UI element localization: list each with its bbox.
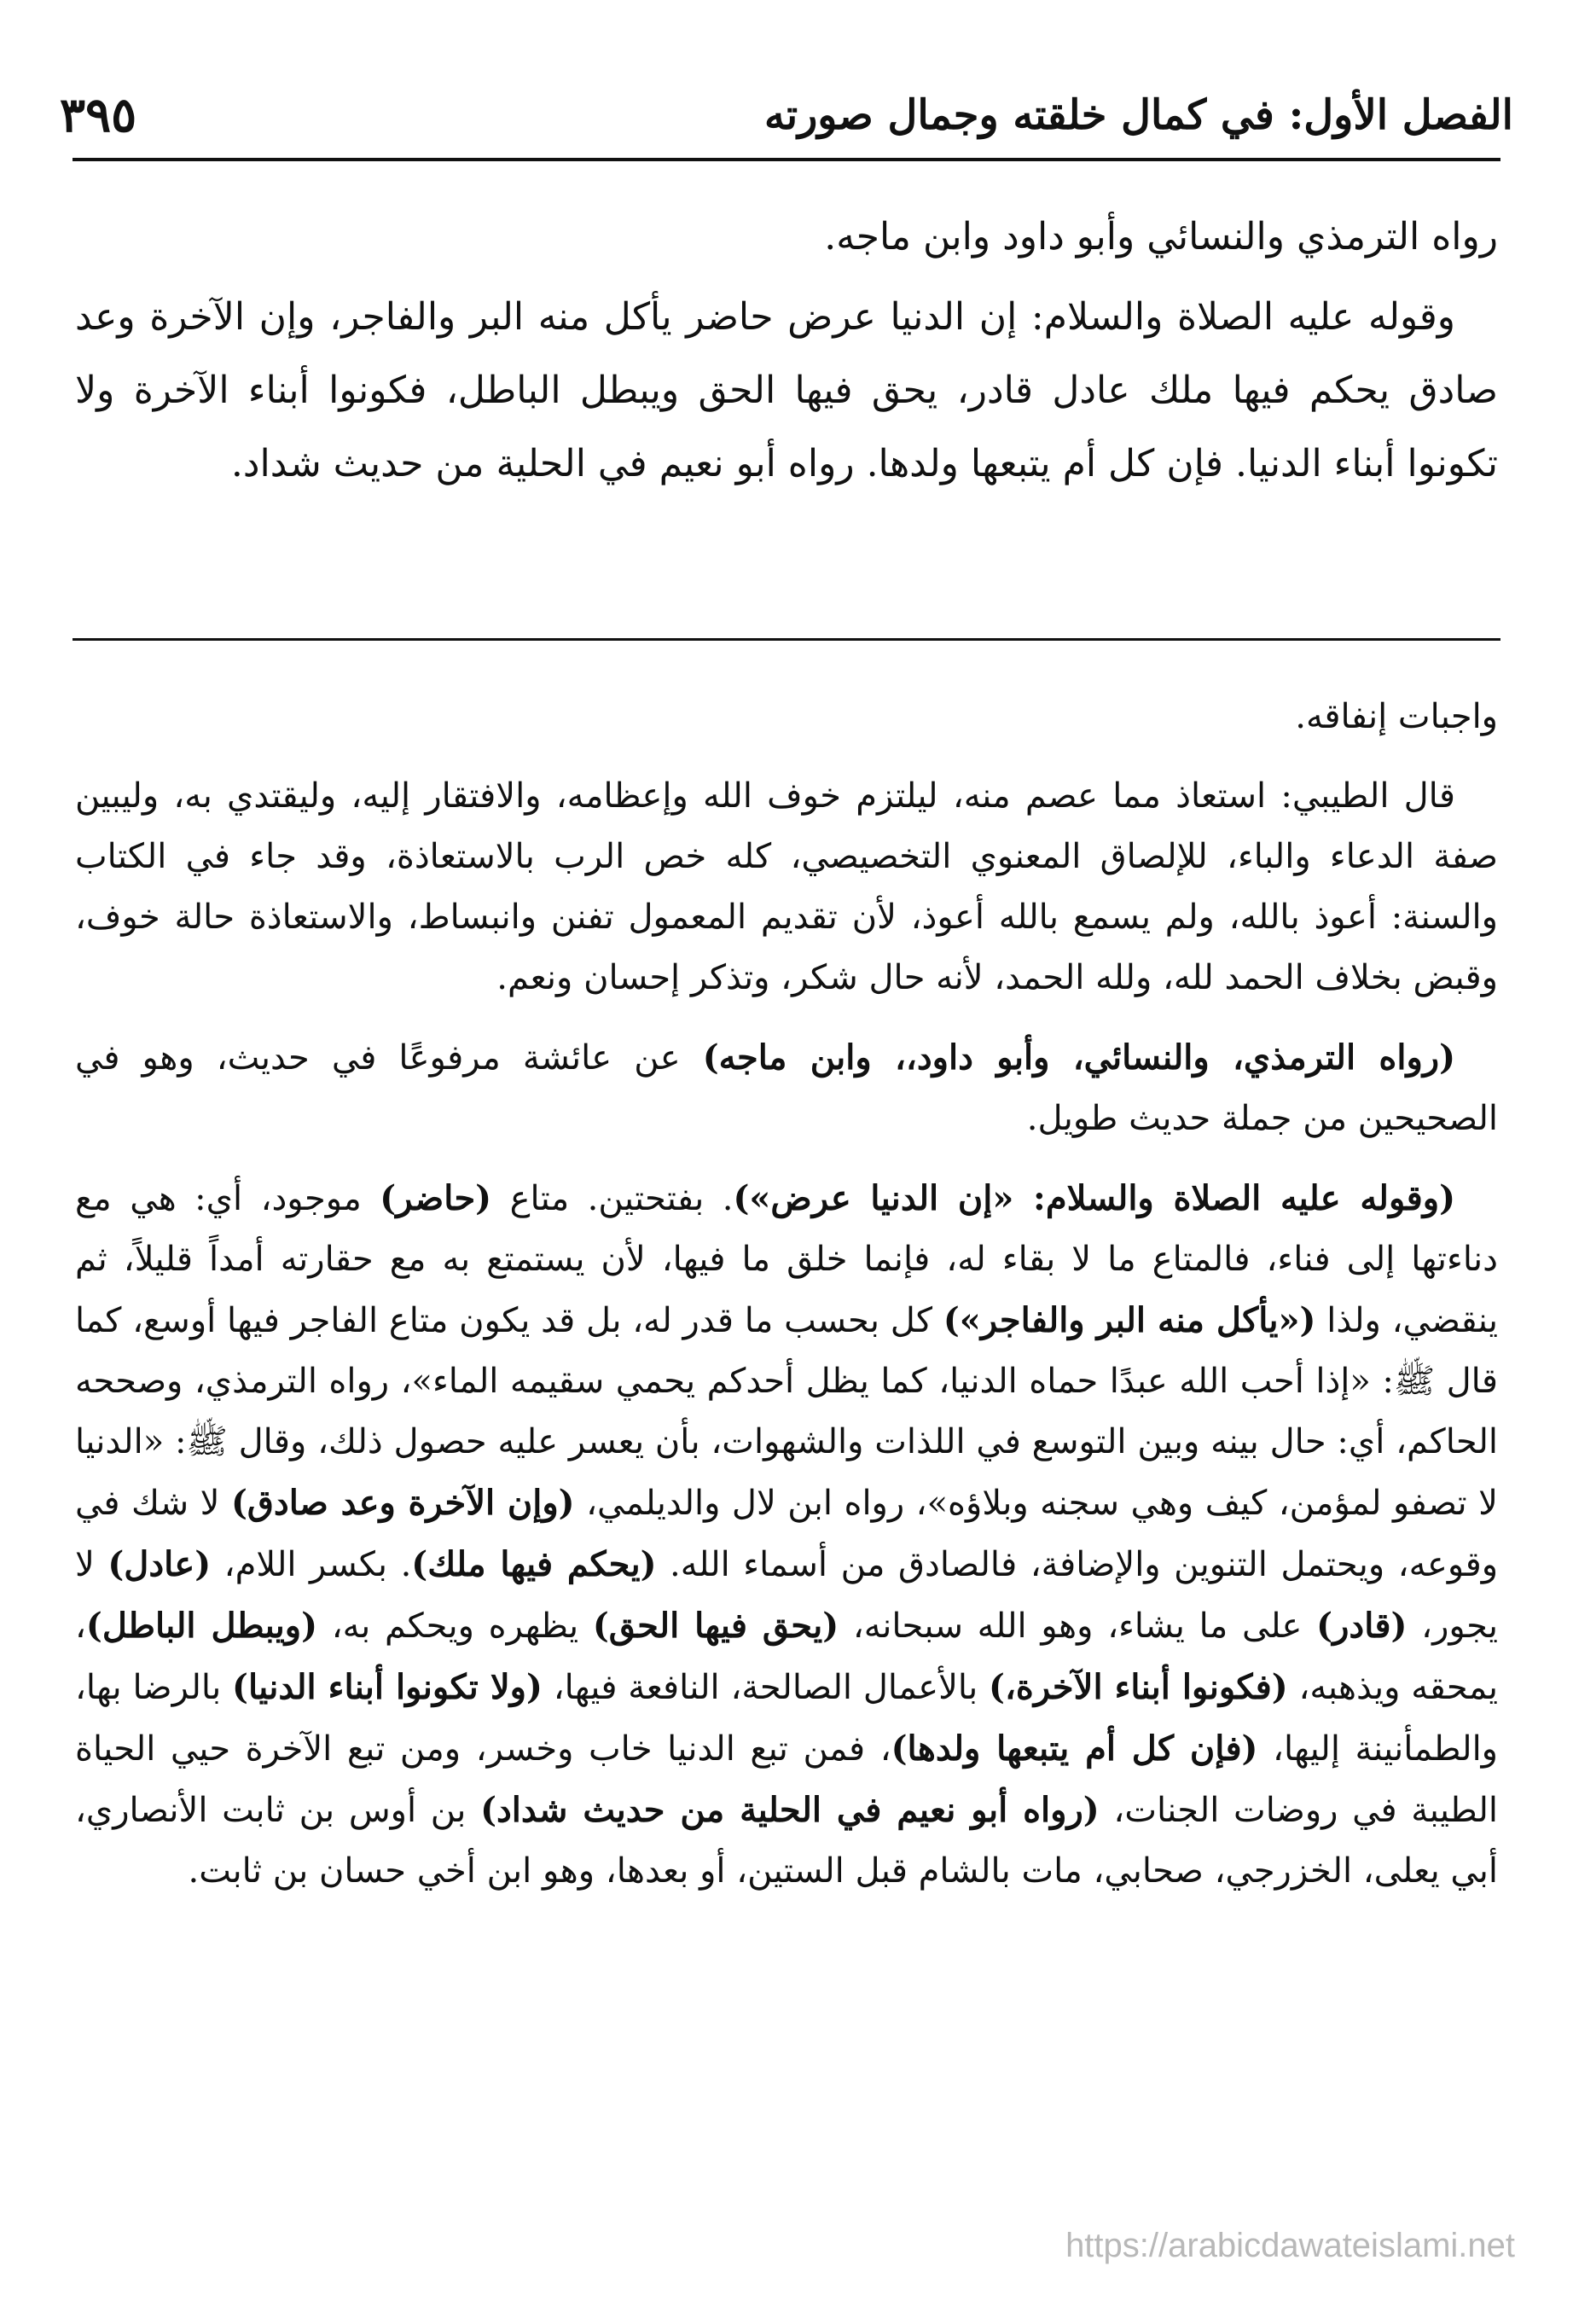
text-run: عن عائشة مرفوعًا في حديث، وهو في الصحيحين من جملة حديث طويل. (75, 1038, 1498, 1138)
commentary-text (75, 687, 1498, 1902)
text-run: بن أوس بن ثابت الأنصاري، أبي يعلى، الخزرجي، صحابي، مات بالشام قبل الستين، أو بعدها، وهو ابن أخي حسان بن ثابت. (75, 1791, 1498, 1891)
bold-quote-run: (رواه الترمذي، والنسائي، وأبو داود،، وابن ماجه) (702, 1037, 1456, 1078)
text-run: يظهره ويحكم به، (317, 1606, 593, 1646)
commentary-paragraph-1: واجبات إنفاقه. (1295, 697, 1498, 736)
page-header (60, 81, 1513, 149)
text-run: لا يجور، (75, 1545, 1499, 1646)
text-run: كل بحسب ما قدر له، بل قد يكون متاع الفاجر فيها أوسع، كما قال ﷺ: «إذا أحب الله عبدًا حماه الدنيا، كما يظل أحدكم يحمي سقيمه الماء»، رواه الترمذي، وصححه الحاكم، أي: حال بينه وبين التوسع في اللذات والشهوات، بأن يعسر عليه حصول ذلك، وقال ﷺ: «الدنيا لا تصفو لمؤمن، كيف وهي سجنه وبلاؤه»، رواه ابن لال والديلمي، (75, 1301, 1498, 1523)
bold-quote-run: (حاضر) (380, 1178, 492, 1218)
main-text-paragraph-1: رواه الترمذي والنسائي وأبو داود وابن ماجه. (824, 215, 1498, 259)
text-run: ، يمحقه ويذهبه، (75, 1606, 1498, 1707)
main-text (75, 200, 1498, 501)
text-run: بالرضا بها، والطمأنينة إليها، (75, 1668, 1498, 1769)
bold-quote-run: («يأكل منه البر والفاجر») (943, 1300, 1316, 1340)
bold-quote-run: (قادر) (1316, 1606, 1408, 1646)
header-rule (73, 158, 1500, 161)
bold-quote-run: (وإن الآخرة وعد صادق) (230, 1483, 575, 1523)
text-run: موجود، أي: هي مع دناءتها إلى فناء، فالمتاع ما لا بقاء له، فإنما خلق ما فيها، لأن يستمتع به مع حقارته أمداً قليلاً، ثم ينقضي، ولذا (75, 1179, 1498, 1340)
commentary-paragraph-4 (75, 1168, 1498, 1902)
page-number: ٣٩٥ (60, 87, 137, 143)
bold-quote-run: (يحق فيها الحق) (592, 1606, 839, 1646)
bold-quote-run: (عادل) (107, 1544, 212, 1584)
bold-quote-run: (يحكم فيها ملك) (411, 1544, 657, 1584)
bold-quote-run: (فكونوا أبناء الآخرة،) (989, 1667, 1288, 1707)
bold-quote-run: (فإن كل أم يتبعها ولدها) (891, 1728, 1258, 1769)
watermark-url: https://arabicdawateislami.net (1065, 2227, 1515, 2264)
bold-quote-run: (رواه أبو نعيم في الحلية من حديث شداد) (480, 1790, 1100, 1830)
bold-quote-run: (وقوله عليه الصلاة والسلام: «إن الدنيا عرض») (733, 1178, 1456, 1218)
commentary-paragraph-3 (75, 1027, 1498, 1149)
chapter-title: الفصل الأول: في كمال خلقته وجمال صورته (763, 91, 1513, 139)
section-divider-rule (73, 638, 1500, 641)
text-run: لا شك في وقوعه، ويحتمل التنوين والإضافة، فالصادق من أسماء الله. (75, 1484, 1499, 1584)
main-text-paragraph-2: وقوله عليه الصلاة والسلام: إن الدنيا عرض حاضر يأكل منه البر والفاجر، وإن الآخرة وعد صادق يحكم فيها ملك عادل قادر، يحق فيها الحق ويبطل الباطل، فكونوا أبناء الآخرة ولا تكونوا أبناء الدنيا. فإن كل أم يتبعها ولدها. رواه أبو نعيم في الحلية من حديث شداد. (75, 295, 1498, 485)
text-run: . بفتحتين. متاع (491, 1179, 734, 1218)
commentary-paragraph-2: قال الطيبي: استعاذ مما عصم منه، ليلتزم خوف الله وإعظامه، والافتقار إليه، وليقتدي به، وليبين صفة الدعاء والباء، للإلصاق المعنوي التخصيصي، كله خص الرب بالاستعاذة، وقد جاء في الكتاب والسنة: أعوذ بالله، ولم يسمع بالله أعوذ، لأن تقديم المعمول تفنن وانبساط، والاستعاذة حالة خوف، وقبض بخلاف الحمد لله، ولله الحمد، لأنه حال شكر، وتذكر إحسان ونعم. (75, 776, 1498, 997)
text-run: على ما يشاء، وهو الله سبحانه، (839, 1606, 1317, 1646)
text-run: ، فمن تبع الدنيا خاب وخسر، ومن تبع الآخرة حيي الحياة الطيبة في روضات الجنات، (75, 1729, 1499, 1830)
bold-quote-run: (ولا تكونوا أبناء الدنيا) (232, 1667, 543, 1707)
text-run: . بكسر اللام، (211, 1545, 412, 1584)
text-run: بالأعمال الصالحة، النافعة فيها، (542, 1668, 990, 1707)
bold-quote-run: (ويبطل الباطل) (85, 1606, 318, 1646)
